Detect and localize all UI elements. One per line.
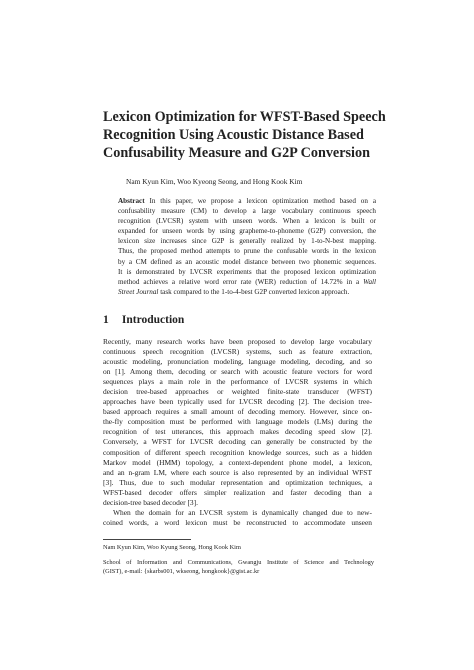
abstract-label: Abstract (118, 197, 145, 205)
abstract-line: expanded for unseen words by using grapheme-to-phoneme (G2P) conversion, the (118, 227, 376, 236)
footnotes (103, 544, 374, 577)
body-line: [3]. Thus, due to such modular representation and optimization techniques, a (103, 477, 372, 487)
body-line: composition of different speech recognition knowledge sources, such as a hidden (103, 447, 372, 457)
footnote-affiliation-line: (GIST), e-mail: {skarbs001, wkseong, hongkook}@gist.ac.kr (103, 567, 260, 575)
body-line: continuous speech recognition (LVCSR) systems, such as feature extraction, (103, 347, 372, 357)
body-line: decision tree-based approaches or weighted finite-state transducer (WFST) (103, 387, 372, 397)
journal-name: Street Journal (118, 287, 159, 296)
intro-body (103, 337, 372, 528)
body-line: Recently, many research works have been proposed to develop large vocabulary (103, 337, 372, 346)
abstract-line: confusability measure (CM) to develop a large vocabulary continuous speech (118, 207, 376, 216)
body-line: decision-tree based decoder [3]. (103, 497, 198, 507)
title-line: Recognition Using Acoustic Distance Based (103, 127, 364, 143)
body-line: Conversely, a WFST for LVCSR decoding can generally be constructed by the (103, 437, 372, 447)
body-line: acoustic modeling, pronunciation modeling, language modeling, decoding, and so (103, 357, 372, 367)
journal-name: Wall (363, 277, 376, 286)
body-line: Markov model (HMM) topology, a context-dependent phone model, a lexicon, (103, 457, 372, 467)
footnote-affiliation-line: School of Information and Communications, Gwangju Institute of Science and Technology (103, 558, 374, 566)
body-line: WFST-based decoder offers simpler realization and faster decoding than a (103, 487, 372, 497)
abstract-line: Abstract In this paper, we propose a lexicon optimization method based on a (118, 197, 376, 205)
abstract (118, 196, 376, 297)
section-heading (103, 314, 184, 326)
body-line: approaches have been typically used for LVCSR decoding [2]. The decision tree- (103, 397, 372, 407)
body-line: When the domain for an LVCSR system is dynamically changed due to new- (113, 507, 372, 517)
author-list: Nam Kyun Kim, Woo Kyeong Seong, and Hong Kook Kim (126, 177, 303, 186)
body-line: recognition of test utterances, this approach makes decoding speed slow [2]. (103, 427, 372, 437)
abstract-line: by a CM defined as an acoustic model distance between two phonemic sequences. (118, 257, 376, 266)
section-number: 1 (103, 314, 109, 326)
footnote-divider (103, 539, 191, 540)
body-line: based approach requires a small amount of decoding memory. However, since on- (103, 407, 372, 417)
abstract-line: Street Journal task compared to the 1-to-4-best G2P converted lexicon approach. (118, 287, 350, 296)
body-line: and an n-gram LM, where each source is also represented by an individual WFST (103, 467, 372, 477)
body-line: coined words, a word lexicon must be reconstructed to accommodate unseen (103, 517, 372, 527)
title-line: Lexicon Optimization for WFST-Based Speech (103, 109, 386, 125)
title-line: Confusability Measure and G2P Conversion (103, 145, 370, 161)
abstract-line: lexicon size increases since G2P is generally realized by 1-to-N-best mapping. (118, 237, 376, 246)
body-line: the-fly composition must be performed with language models (LMs) during the (103, 417, 372, 427)
abstract-line: method achieves a relative word error rate (WER) reduction of 14.72% in a Wall (118, 277, 376, 286)
abstract-line: It is demonstrated by LVCSR experiments that the proposed lexicon optimization (118, 267, 376, 276)
paper-title (103, 108, 393, 162)
abstract-line: recognition (LVCSR) system with unseen words. When a lexicon is built or (118, 217, 376, 226)
abstract-line: Thus, the proposed method attempts to prune the confusable words in the lexicon (118, 247, 376, 256)
footnote-authors: Nam Kyun Kim, Woo Kyung Seong, Hong Kook Kim (103, 544, 241, 551)
section-title: Introduction (121, 314, 185, 326)
body-line: sequences plays a main role in the performance of LVCSR systems in which (103, 377, 372, 387)
body-line: on [1]. Among them, decoding or search with acoustic feature vectors for word (103, 367, 372, 377)
